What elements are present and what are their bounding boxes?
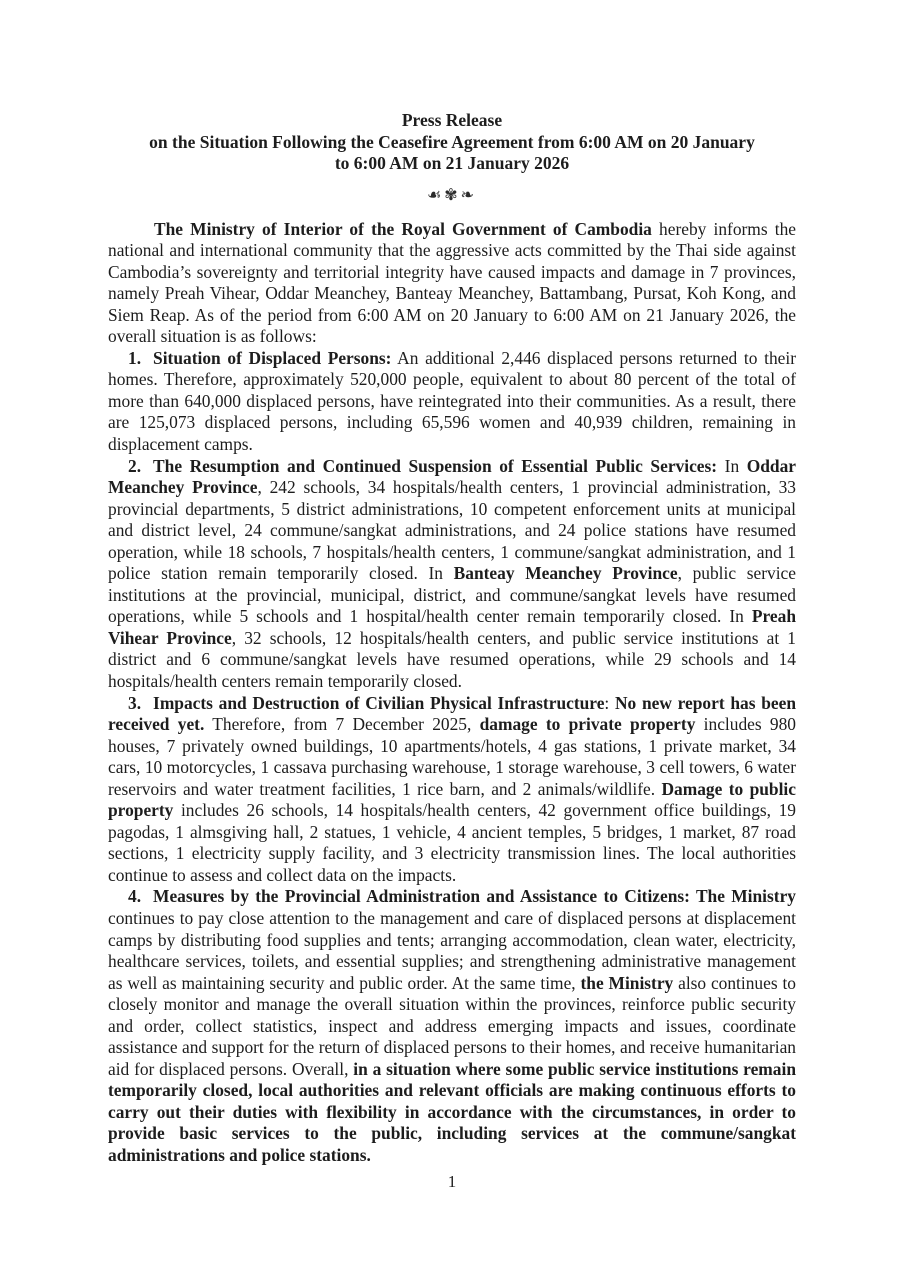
title-line: Press Release [401,110,503,130]
text-run: , 242 schools, 34 hospitals/health centers, 1 provincial administration, 33 provincial departments, 5 district administrations, 10 competent enforcement units at municipal and district level, 24 commune/sangkat administrations, and 24 police stations have resumed operation, while 18 schools, 7 hospitals/health centers, 1 commune/sangkat administration, and 1 police station remain temporarily closed. In [108,477,796,584]
text-run: hereby informs the national and international community that the aggressive acts committed by the Thai side against Cambodia’s sovereignty and territorial integrity have caused impacts and damage in 7 provinces, namely Preah Vihear, Oddar Meanchey, Banteay Meanchey, Battambang, Pursat, Koh Kong, and Siem Reap. As of the period from 6:00 AM on 20 January to 6:00 AM on 21 January 2026, the overall situation is as follows: [108,218,797,347]
bold-text-run: The Ministry of Interior of the Royal Government of Cambodia [154,218,652,239]
bold-text-run: Damage to public property [108,778,796,821]
bold-text-run: Situation of Displaced Persons: [153,347,392,368]
document-body [108,219,796,1167]
bold-text-run: Banteay Meanchey Province [453,563,678,584]
page-number: 1 [447,1172,457,1191]
bold-text-run: damage to private property [479,714,696,735]
ornament-divider-icon: ☙✾❧ [426,184,478,204]
paragraph [108,693,796,887]
bold-text-run: The Resumption and Continued Suspension of Essential Public Services: [153,455,718,476]
text-run: An additional 2,446 displaced persons returned to their homes. Therefore, approximately 520,000 people, equivalent to about 80 percent of the total of more than 640,000 displaced persons, have reintegrated into their communities. As a result, there are 125,073 displaced persons, including 65,596 women and 40,939 children, remaining in displacement camps. [108,347,797,454]
text-run: continues to pay close attention to the management and care of displaced persons at displacement camps by distributing food supplies and tents; arranging accommodation, clean water, electricity, healthcare services, toilets, and essential supplies; and strengthening administrative management as well as maintaining security and public order. At the same time, [108,908,796,993]
paragraph [108,456,796,693]
bold-text-run: No new report has been received yet. [108,692,796,735]
paragraph-number: 2. [128,455,142,476]
document-title [108,110,796,175]
text-run: also continues to closely monitor and manage the overall situation within the provinces, reinforce public security and order, collect statistics, inspect and address emerging impacts and issues, coordinate assistance and support for the return of displaced persons to their homes, and receive humanitarian aid for displaced persons. Overall, [108,972,796,1079]
text-run: includes 980 houses, 7 privately owned buildings, 10 apartments/hotels, 4 gas stations, 1 private market, 34 cars, 10 motorcycles, 1 cassava purchasing warehouse, 1 storage warehouse, 3 cell towers, 6 water reservoirs and water treatment facilities, 1 rice barn, and 2 animals/wildlife. [108,714,796,799]
paragraph [108,348,796,456]
text-run: : [604,692,615,713]
title-line: to 6:00 AM on 21 January 2026 [334,153,570,173]
text-run: , 32 schools, 12 hospitals/health centers, and public service institutions at 1 district and 6 commune/sangkat levels have resumed operations, while 29 schools and 14 hospitals/health centers remain temporarily closed. [108,627,796,691]
bold-text-run: in a situation where some public service institutions remain temporarily closed, local authorities and relevant officials are making continuous efforts to carry out their duties with flexibility in accordance with the circumstances, in order to provide basic services to the public, including services at the commune/sangkat administrations and police stations. [108,1058,796,1166]
bold-text-run: Impacts and Destruction of Civilian Physical Infrastructure [153,692,605,713]
text-run: includes 26 schools, 14 hospitals/health centers, 42 government office buildings, 19 pagodas, 1 almsgiving hall, 2 statues, 1 vehicle, 4 ancient temples, 5 bridges, 1 market, 87 road sections, 1 electricity supply facility, and 3 electricity transmission lines. The local authorities continue to assess and collect data on the impacts. [108,800,796,885]
title-line: on the Situation Following the Ceasefire Agreement from 6:00 AM on 20 January [149,131,755,152]
bold-text-run: Measures by the Provincial Administration and Assistance to Citizens: The Ministry [153,886,796,907]
paragraph-number: 1. [128,347,142,368]
text-run: In [717,455,747,476]
bold-text-run: the Ministry [580,972,674,993]
paragraph [108,219,796,348]
paragraph-number: 3. [128,692,142,713]
text-run: Therefore, from 7 December 2025, [204,714,480,735]
paragraph-number: 4. [128,886,142,907]
bold-text-run: Oddar Meanchey Province [108,455,797,498]
bold-text-run: Preah Vihear Province [108,606,796,648]
text-run: , public service institutions at the provincial, municipal, district, and commune/sangkat levels have resumed operations, while 5 schools and 1 hospital/health center remain temporarily closed. In [108,563,796,627]
paragraph [108,886,796,1166]
